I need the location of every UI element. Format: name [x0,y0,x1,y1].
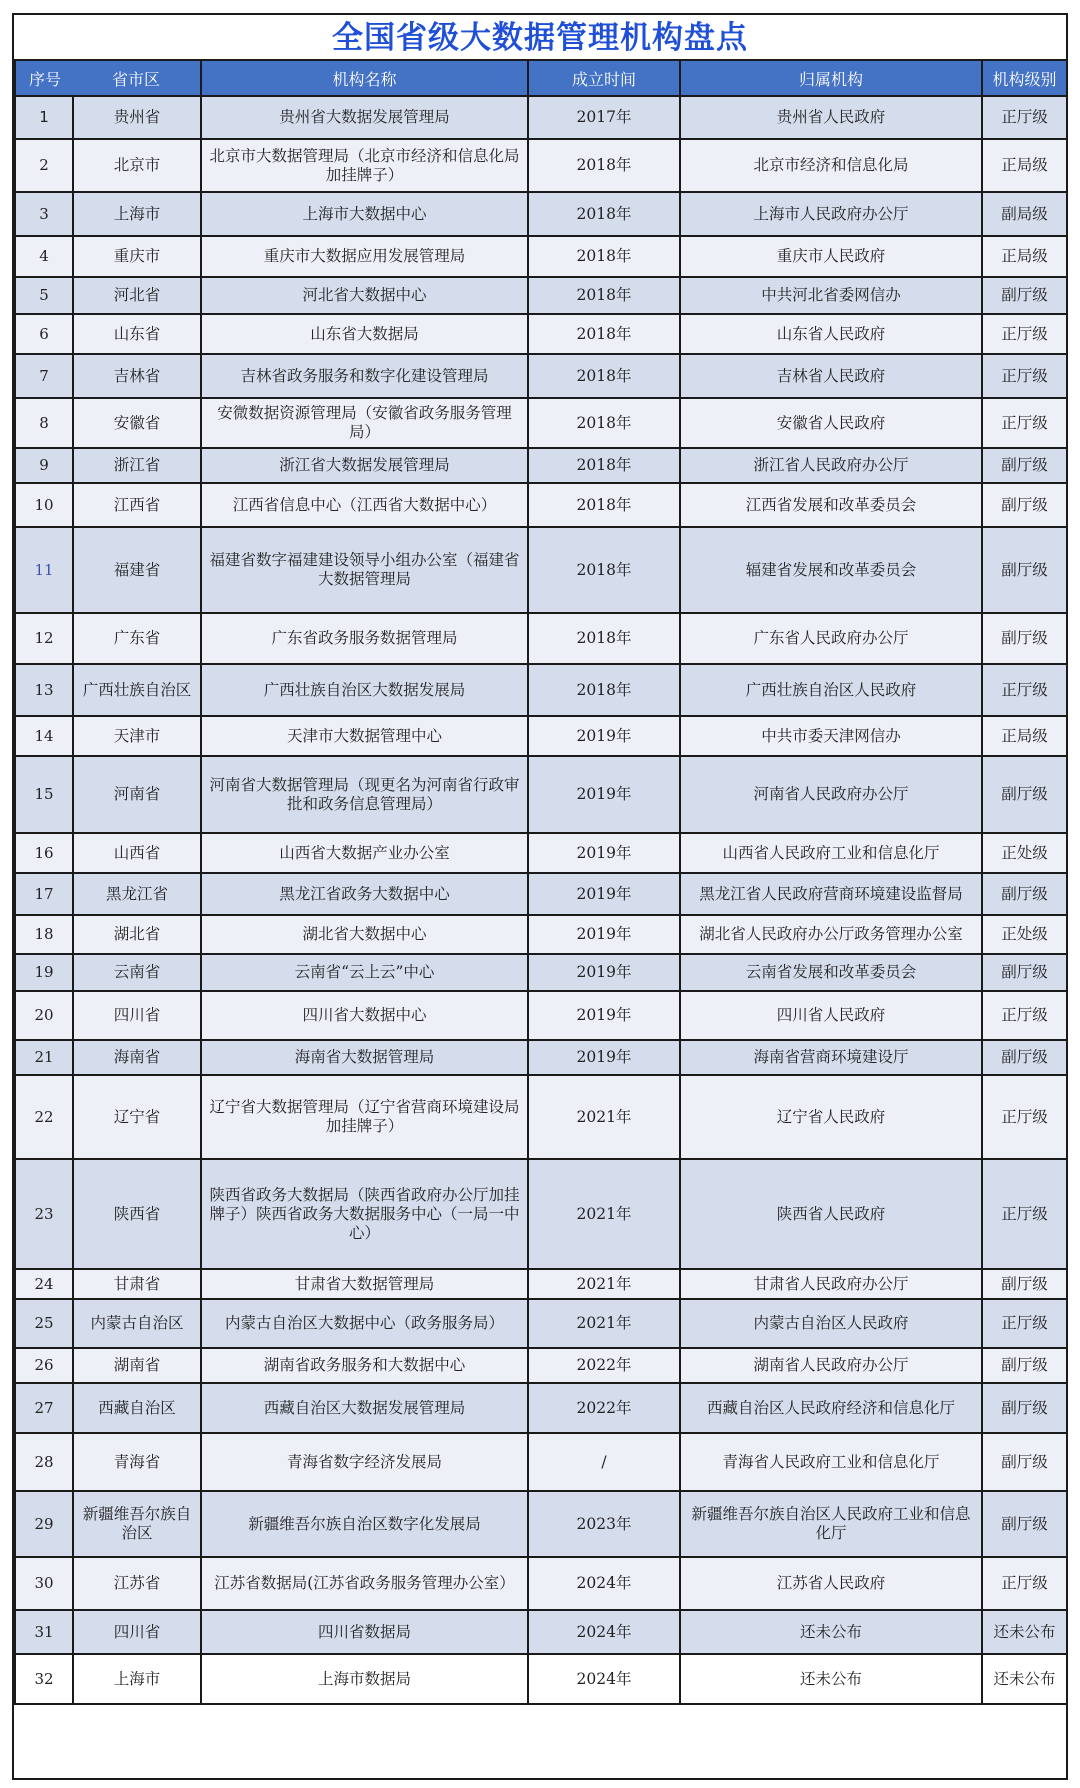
cell-level: 副厅级 [982,527,1067,613]
cell-year: 2019年 [528,954,680,991]
cell-year: 2018年 [528,139,680,192]
cell-province: 贵州省 [73,96,201,139]
cell-name: 广西壮族自治区大数据发展局 [201,664,528,716]
table-row [15,664,1067,716]
table-row [15,1269,1067,1299]
cell-no: 28 [15,1433,73,1491]
cell-name: 浙江省大数据发展管理局 [201,448,528,483]
cell-year: 2018年 [528,354,680,398]
cell-name: 山东省大数据局 [201,314,528,354]
cell-name: 河南省大数据管理局（现更名为河南省行政审批和政务信息管理局） [201,756,528,833]
cell-no: 14 [15,716,73,756]
cell-year: 2018年 [528,236,680,277]
cell-name: 江苏省数据局(江苏省政务服务管理办公室） [201,1557,528,1610]
cell-year: 2019年 [528,873,680,915]
cell-year: 2019年 [528,716,680,756]
cell-no: 8 [15,398,73,448]
cell-year: 2023年 [528,1491,680,1557]
cell-level: 正厅级 [982,354,1067,398]
cell-year: 2018年 [528,398,680,448]
table-row [15,96,1067,139]
cell-name: 四川省大数据中心 [201,991,528,1040]
cell-province: 江苏省 [73,1557,201,1610]
cell-province: 福建省 [73,527,201,613]
cell-parent: 还未公布 [680,1610,982,1654]
cell-parent: 浙江省人民政府办公厅 [680,448,982,483]
table-header-row [15,61,1067,96]
cell-province: 山西省 [73,833,201,873]
cell-parent: 中共市委天津网信办 [680,716,982,756]
cell-year: 2021年 [528,1269,680,1299]
cell-level: 正局级 [982,236,1067,277]
cell-province: 甘肃省 [73,1269,201,1299]
cell-year: 2021年 [528,1159,680,1269]
cell-province: 四川省 [73,991,201,1040]
table-row [15,192,1067,236]
cell-name: 青海省数字经济发展局 [201,1433,528,1491]
cell-no: 7 [15,354,73,398]
cell-province: 辽宁省 [73,1075,201,1159]
table-body [15,96,1067,1704]
cell-no: 2 [15,139,73,192]
cell-no: 31 [15,1610,73,1654]
cell-parent: 湖北省人民政府办公厅政务管理办公室 [680,915,982,954]
cell-level: 副厅级 [982,1491,1067,1557]
table-row [15,1299,1067,1348]
cell-level: 副厅级 [982,277,1067,314]
table-row [15,1040,1067,1075]
cell-level: 正厅级 [982,1075,1067,1159]
cell-level: 副厅级 [982,448,1067,483]
cell-province: 湖南省 [73,1348,201,1383]
cell-level: 副厅级 [982,613,1067,664]
cell-province: 湖北省 [73,915,201,954]
cell-no: 32 [15,1654,73,1704]
table-row [15,236,1067,277]
table-row [15,954,1067,991]
cell-no: 25 [15,1299,73,1348]
cell-name: 海南省大数据管理局 [201,1040,528,1075]
cell-no: 10 [15,483,73,527]
cell-level: 正处级 [982,833,1067,873]
cell-parent: 吉林省人民政府 [680,354,982,398]
cell-parent: 甘肃省人民政府办公厅 [680,1269,982,1299]
table-row [15,527,1067,613]
cell-no: 6 [15,314,73,354]
cell-level: 正厅级 [982,1159,1067,1269]
table-row [15,1654,1067,1704]
cell-level: 还未公布 [982,1610,1067,1654]
cell-province: 陕西省 [73,1159,201,1269]
cell-parent: 广西壮族自治区人民政府 [680,664,982,716]
cell-level: 副厅级 [982,756,1067,833]
cell-name: 四川省数据局 [201,1610,528,1654]
cell-province: 海南省 [73,1040,201,1075]
cell-name: 上海市数据局 [201,1654,528,1704]
cell-parent: 贵州省人民政府 [680,96,982,139]
cell-level: 还未公布 [982,1654,1067,1704]
cell-no: 17 [15,873,73,915]
cell-no: 26 [15,1348,73,1383]
cell-no: 18 [15,915,73,954]
cell-parent: 海南省营商环境建设厅 [680,1040,982,1075]
cell-name: 安微数据资源管理局（安徽省政务服务管理局） [201,398,528,448]
header-level: 机构级别 [982,61,1067,96]
cell-name: 上海市大数据中心 [201,192,528,236]
table-row [15,1610,1067,1654]
table-row [15,613,1067,664]
cell-level: 正厅级 [982,314,1067,354]
table-frame [12,13,1068,1780]
table-row [15,1348,1067,1383]
cell-no: 24 [15,1269,73,1299]
cell-parent: 北京市经济和信息化局 [680,139,982,192]
cell-province: 广东省 [73,613,201,664]
cell-year: 2024年 [528,1610,680,1654]
header-province: 省市区 [111,69,160,89]
cell-year: 2019年 [528,756,680,833]
cell-level: 副厅级 [982,1383,1067,1433]
cell-level: 副厅级 [982,954,1067,991]
cell-name: 河北省大数据中心 [201,277,528,314]
cell-year: 2018年 [528,448,680,483]
cell-level: 副厅级 [982,483,1067,527]
cell-name: 内蒙古自治区大数据中心（政务服务局） [201,1299,528,1348]
cell-year: 2021年 [528,1299,680,1348]
cell-level: 正处级 [982,915,1067,954]
cell-province: 江西省 [73,483,201,527]
cell-no: 5 [15,277,73,314]
cell-year: 2019年 [528,833,680,873]
cell-province: 西藏自治区 [73,1383,201,1433]
cell-province: 黑龙江省 [73,873,201,915]
cell-no: 15 [15,756,73,833]
cell-no: 19 [15,954,73,991]
cell-name: 陕西省政务大数据局（陕西省政府办公厅加挂牌子）陕西省政务大数据服务中心（一局一中心） [201,1159,528,1269]
cell-name: 云南省“云上云”中心 [201,954,528,991]
table-row [15,314,1067,354]
cell-year: 2024年 [528,1557,680,1610]
cell-parent: 四川省人民政府 [680,991,982,1040]
cell-year: 2022年 [528,1348,680,1383]
cell-no: 23 [15,1159,73,1269]
table-row [15,139,1067,192]
cell-name: 湖南省政务服务和大数据中心 [201,1348,528,1383]
cell-name: 西藏自治区大数据发展管理局 [201,1383,528,1433]
cell-parent: 上海市人民政府办公厅 [680,192,982,236]
cell-province: 天津市 [73,716,201,756]
cell-level: 正局级 [982,716,1067,756]
cell-year: 2018年 [528,192,680,236]
cell-level: 副厅级 [982,873,1067,915]
table-row [15,873,1067,915]
cell-parent: 辽宁省人民政府 [680,1075,982,1159]
cell-name: 天津市大数据管理中心 [201,716,528,756]
cell-province: 新疆维吾尔族自治区 [73,1491,201,1557]
header-year: 成立时间 [528,61,680,96]
cell-no: 27 [15,1383,73,1433]
table-row [15,1075,1067,1159]
cell-parent: 辐建省发展和改革委员会 [680,527,982,613]
table-row [15,1491,1067,1557]
cell-no: 11 [15,527,73,613]
cell-parent: 还未公布 [680,1654,982,1704]
table-row [15,448,1067,483]
cell-province: 北京市 [73,139,201,192]
cell-level: 正厅级 [982,398,1067,448]
cell-level: 正厅级 [982,1299,1067,1348]
cell-level: 正厅级 [982,991,1067,1040]
header-name: 机构名称 [201,61,528,96]
cell-no: 30 [15,1557,73,1610]
cell-name: 甘肃省大数据管理局 [201,1269,528,1299]
cell-parent: 河南省人民政府办公厅 [680,756,982,833]
cell-name: 新疆维吾尔族自治区数字化发展局 [201,1491,528,1557]
cell-parent: 内蒙古自治区人民政府 [680,1299,982,1348]
cell-parent: 黑龙江省人民政府营商环境建设监督局 [680,873,982,915]
cell-no: 1 [15,96,73,139]
cell-year: 2024年 [528,1654,680,1704]
cell-name: 辽宁省大数据管理局（辽宁省营商环境建设局加挂牌子） [201,1075,528,1159]
cell-name: 湖北省大数据中心 [201,915,528,954]
cell-year: 2018年 [528,314,680,354]
table-row [15,991,1067,1040]
cell-year: 2021年 [528,1075,680,1159]
cell-year: 2018年 [528,527,680,613]
cell-year: 2018年 [528,613,680,664]
cell-no: 13 [15,664,73,716]
cell-province: 山东省 [73,314,201,354]
cell-level: 正厅级 [982,664,1067,716]
cell-name: 江西省信息中心（江西省大数据中心） [201,483,528,527]
cell-no: 21 [15,1040,73,1075]
cell-year: 2018年 [528,664,680,716]
cell-level: 正局级 [982,139,1067,192]
header-no-province [15,61,201,96]
cell-year: 2019年 [528,1040,680,1075]
cell-province: 广西壮族自治区 [73,664,201,716]
cell-year: 2018年 [528,483,680,527]
cell-parent: 广东省人民政府办公厅 [680,613,982,664]
cell-province: 吉林省 [73,354,201,398]
cell-province: 内蒙古自治区 [73,1299,201,1348]
table-row [15,1159,1067,1269]
cell-parent: 湖南省人民政府办公厅 [680,1348,982,1383]
cell-year: 2019年 [528,991,680,1040]
table-row [15,277,1067,314]
cell-province: 安徽省 [73,398,201,448]
table-row [15,756,1067,833]
cell-name: 贵州省大数据发展管理局 [201,96,528,139]
table-row [15,1557,1067,1610]
cell-year: 2018年 [528,277,680,314]
cell-year: 2019年 [528,915,680,954]
cell-level: 副厅级 [982,1040,1067,1075]
cell-name: 北京市大数据管理局（北京市经济和信息化局加挂牌子） [201,139,528,192]
page-title: 全国省级大数据管理机构盘点 [14,15,1066,61]
cell-province: 云南省 [73,954,201,991]
table-row [15,354,1067,398]
table-row [15,716,1067,756]
cell-name: 吉林省政务服务和数字化建设管理局 [201,354,528,398]
cell-name: 重庆市大数据应用发展管理局 [201,236,528,277]
cell-parent: 山西省人民政府工业和信息化厅 [680,833,982,873]
cell-province: 河南省 [73,756,201,833]
table-row [15,915,1067,954]
table-row [15,1383,1067,1433]
cell-parent: 江西省发展和改革委员会 [680,483,982,527]
cell-parent: 重庆市人民政府 [680,236,982,277]
cell-level: 副厅级 [982,1348,1067,1383]
cell-year: 2022年 [528,1383,680,1433]
cell-province: 上海市 [73,192,201,236]
header-parent: 归属机构 [680,61,982,96]
cell-province: 上海市 [73,1654,201,1704]
cell-name: 山西省大数据产业办公室 [201,833,528,873]
cell-province: 重庆市 [73,236,201,277]
cell-province: 青海省 [73,1433,201,1491]
table-row [15,483,1067,527]
cell-no: 22 [15,1075,73,1159]
cell-no: 16 [15,833,73,873]
cell-parent: 江苏省人民政府 [680,1557,982,1610]
cell-parent: 新疆维吾尔族自治区人民政府工业和信息化厅 [680,1491,982,1557]
table-row [15,833,1067,873]
cell-name: 黑龙江省政务大数据中心 [201,873,528,915]
cell-no: 3 [15,192,73,236]
cell-no: 29 [15,1491,73,1557]
cell-level: 正厅级 [982,96,1067,139]
cell-province: 四川省 [73,1610,201,1654]
cell-parent: 中共河北省委网信办 [680,277,982,314]
cell-name: 福建省数字福建建设领导小组办公室（福建省大数据管理局 [201,527,528,613]
cell-level: 副局级 [982,192,1067,236]
cell-parent: 青海省人民政府工业和信息化厅 [680,1433,982,1491]
cell-parent: 西藏自治区人民政府经济和信息化厅 [680,1383,982,1433]
cell-parent: 云南省发展和改革委员会 [680,954,982,991]
cell-level: 正厅级 [982,1557,1067,1610]
table-row [15,1433,1067,1491]
cell-year: 2017年 [528,96,680,139]
agency-table [14,61,1068,1705]
cell-province: 浙江省 [73,448,201,483]
header-no: 序号 [28,69,61,89]
table-row [15,398,1067,448]
cell-no: 9 [15,448,73,483]
cell-no: 4 [15,236,73,277]
cell-level: 副厅级 [982,1269,1067,1299]
cell-year: / [528,1433,680,1491]
cell-parent: 安徽省人民政府 [680,398,982,448]
cell-province: 河北省 [73,277,201,314]
cell-no: 20 [15,991,73,1040]
cell-parent: 山东省人民政府 [680,314,982,354]
cell-level: 副厅级 [982,1433,1067,1491]
cell-parent: 陕西省人民政府 [680,1159,982,1269]
cell-no: 12 [15,613,73,664]
cell-name: 广东省政务服务数据管理局 [201,613,528,664]
